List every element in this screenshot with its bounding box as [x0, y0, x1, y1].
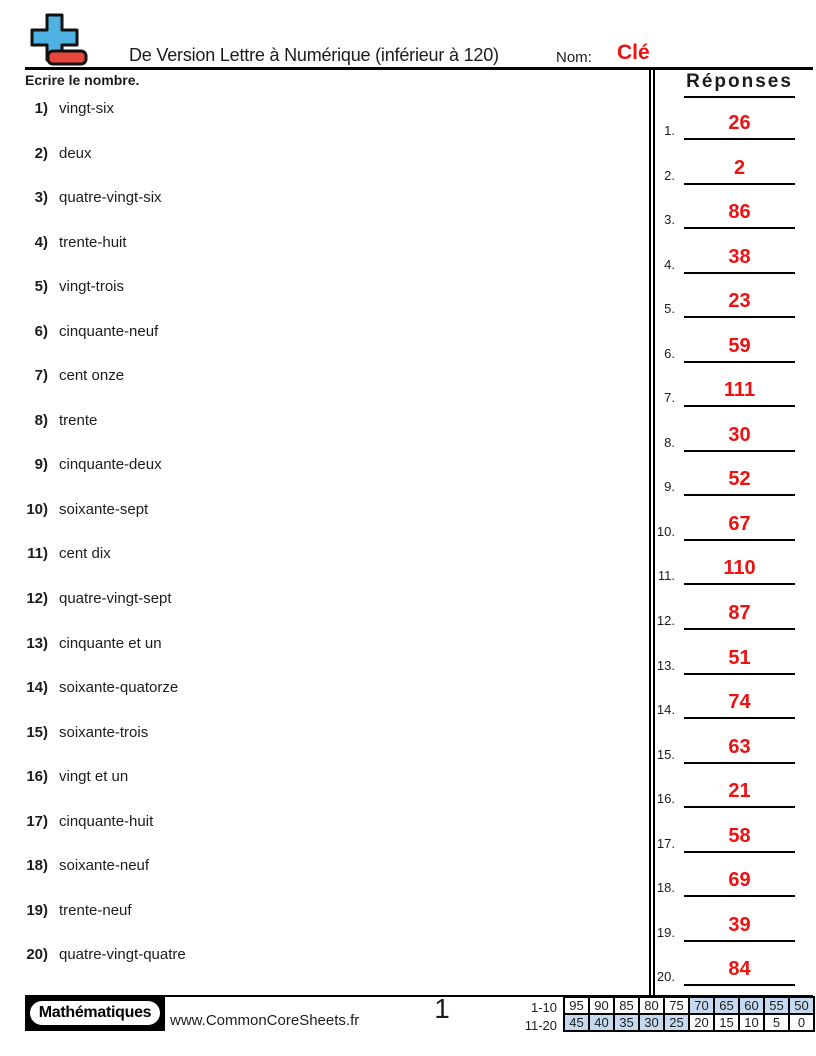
question-text: deux — [59, 144, 92, 162]
answer-number: 8. — [664, 434, 675, 450]
answer-item — [654, 185, 799, 230]
question-text: soixante-neuf — [59, 857, 150, 875]
question-number: 13) — [26, 634, 48, 652]
scoring-table-row — [564, 1014, 814, 1031]
question-item — [25, 545, 585, 590]
answer-number: 5. — [664, 301, 675, 317]
question-item — [25, 902, 585, 947]
score-cell: 10 — [739, 1014, 764, 1031]
question-number: 3) — [34, 189, 48, 207]
question-text: cinquante-huit — [59, 812, 154, 830]
question-item — [25, 412, 585, 457]
question-item — [25, 635, 585, 680]
score-range-label-1: 1-10 — [530, 1000, 557, 1015]
question-number: 14) — [26, 679, 48, 697]
score-cell: 50 — [789, 997, 814, 1014]
answer-item — [654, 496, 799, 541]
answer-value: 59 — [728, 334, 751, 357]
answer-item — [654, 585, 799, 630]
question-text: trente — [59, 411, 98, 429]
question-text: quatre-vingt-six — [59, 189, 162, 207]
question-number: 2) — [34, 144, 48, 162]
question-item — [25, 813, 585, 858]
answer-number: 11. — [657, 568, 675, 584]
answer-item — [654, 764, 799, 809]
answer-number: 17. — [656, 835, 675, 851]
question-text: soixante-trois — [59, 723, 149, 741]
score-cell: 25 — [664, 1014, 689, 1031]
answer-number: 16. — [656, 791, 675, 807]
answer-item — [654, 719, 799, 764]
page-number: 1 — [434, 993, 450, 1024]
answer-number: 13. — [656, 657, 675, 673]
answer-number: 1. — [664, 122, 675, 138]
question-number: 8) — [34, 411, 48, 429]
answer-value: 30 — [728, 423, 751, 446]
score-cell: 70 — [689, 997, 714, 1014]
answer-item — [654, 363, 799, 408]
website-url: www.CommonCoreSheets.fr — [170, 1012, 360, 1029]
question-item — [25, 367, 585, 412]
answer-item — [654, 318, 799, 363]
question-number: 15) — [26, 723, 48, 741]
score-cell: 20 — [689, 1014, 714, 1031]
score-cell: 95 — [564, 997, 589, 1014]
question-item — [25, 679, 585, 724]
answer-item — [654, 407, 799, 452]
answer-value: 39 — [728, 913, 751, 936]
question-number: 1) — [34, 100, 48, 117]
answer-value: 63 — [728, 735, 751, 758]
question-number: 10) — [26, 500, 48, 518]
answer-key-name: Clé — [617, 41, 650, 64]
question-number: 16) — [26, 768, 48, 786]
answer-number: 15. — [656, 746, 675, 762]
question-text: vingt et un — [59, 768, 129, 786]
subject-badge — [25, 995, 165, 1031]
question-text: cent dix — [59, 545, 111, 563]
answer-item — [654, 274, 799, 319]
answer-number: 7. — [664, 390, 675, 406]
score-cell: 45 — [564, 1014, 589, 1031]
question-text: soixante-sept — [59, 500, 149, 518]
answer-number: 19. — [656, 924, 675, 940]
score-cell: 75 — [664, 997, 689, 1014]
question-number: 7) — [34, 367, 48, 385]
question-text: quatre-vingt-sept — [59, 590, 172, 608]
score-cell: 60 — [739, 997, 764, 1014]
question-number: 6) — [34, 322, 48, 340]
question-text: cinquante-deux — [59, 456, 162, 474]
answers-heading: Réponses — [684, 71, 795, 98]
answer-item — [654, 675, 799, 720]
answer-value: 67 — [728, 512, 751, 535]
answer-blank-line — [684, 984, 795, 986]
question-list — [25, 100, 585, 991]
answer-item — [654, 541, 799, 586]
question-text: cent onze — [59, 367, 125, 385]
answer-number: 9. — [664, 479, 675, 495]
answer-number: 10. — [656, 523, 675, 539]
answer-list — [654, 95, 799, 986]
score-cell: 0 — [789, 1014, 814, 1031]
answer-value: 52 — [728, 468, 751, 491]
score-cell: 5 — [764, 1014, 789, 1031]
subject-badge-label: Mathématiques — [30, 1001, 161, 1025]
header-divider — [25, 67, 813, 70]
question-item — [25, 590, 585, 635]
score-cell: 55 — [764, 997, 789, 1014]
answer-value: 51 — [728, 646, 751, 669]
answer-number: 14. — [656, 702, 675, 718]
score-cell: 15 — [714, 1014, 739, 1031]
answer-item — [654, 95, 799, 140]
question-text: vingt-trois — [59, 278, 125, 296]
answer-number: 3. — [664, 212, 675, 228]
question-text: trente-neuf — [59, 901, 132, 919]
question-number: 17) — [26, 812, 48, 830]
question-text: quatre-vingt-quatre — [59, 946, 186, 964]
scoring-table — [563, 996, 815, 1032]
answer-value: 38 — [728, 245, 751, 268]
answer-item — [654, 897, 799, 942]
question-item — [25, 857, 585, 902]
answer-number: 12. — [656, 613, 675, 628]
answer-value: 87 — [728, 602, 751, 624]
answer-item — [654, 630, 799, 675]
answer-value: 86 — [728, 201, 751, 224]
answer-number: 6. — [664, 345, 675, 361]
question-item — [25, 100, 585, 145]
instruction-text: Ecrire le nombre. — [25, 72, 140, 88]
question-text: trente-huit — [59, 233, 127, 251]
question-item — [25, 278, 585, 323]
score-cell: 85 — [614, 997, 639, 1014]
name-label: Nom: — [556, 49, 592, 66]
answer-value: 111 — [723, 379, 756, 402]
answer-number: 18. — [656, 880, 675, 896]
question-number: 5) — [34, 278, 48, 296]
score-cell: 40 — [589, 1014, 614, 1031]
worksheet-title: De Version Lettre à Numérique (inférieur à 120) — [129, 45, 499, 65]
question-item — [25, 946, 585, 991]
score-cell: 80 — [639, 997, 664, 1014]
answer-item — [654, 140, 799, 185]
answer-item — [654, 853, 799, 898]
answer-value: 84 — [728, 958, 751, 981]
question-number: 9) — [34, 456, 48, 474]
answer-value: 69 — [728, 869, 751, 892]
answer-item — [654, 942, 799, 987]
score-cell: 65 — [714, 997, 739, 1014]
question-item — [25, 189, 585, 234]
answer-value: 26 — [728, 111, 751, 134]
answer-item — [654, 229, 799, 274]
question-text: cinquante et un — [59, 634, 162, 652]
answer-value: 110 — [723, 557, 756, 580]
question-item — [25, 145, 585, 190]
score-cell: 35 — [614, 1014, 639, 1031]
answer-number: 4. — [664, 256, 675, 272]
question-number: 12) — [26, 590, 48, 608]
question-number: 19) — [26, 901, 48, 919]
question-item — [25, 501, 585, 546]
scoring-table-row — [564, 997, 814, 1014]
question-number: 4) — [34, 233, 48, 251]
answer-number: 20. — [656, 969, 675, 985]
answer-value: 21 — [728, 780, 751, 803]
score-range-label-2: 11-20 — [524, 1018, 557, 1033]
answer-value: 2 — [733, 156, 746, 179]
question-number: 20) — [26, 946, 48, 964]
score-cell: 30 — [639, 1014, 664, 1031]
answer-value: 58 — [728, 824, 751, 847]
question-item — [25, 768, 585, 813]
question-item — [25, 456, 585, 501]
answer-item — [654, 452, 799, 497]
answer-item — [654, 808, 799, 853]
answer-value: 23 — [728, 290, 751, 313]
question-number: 11) — [27, 545, 48, 563]
question-item — [25, 234, 585, 279]
question-number: 18) — [26, 857, 48, 875]
answer-number: 2. — [664, 167, 675, 183]
question-text: soixante-quatorze — [59, 679, 179, 697]
question-text: vingt-six — [59, 100, 115, 117]
commoncoresheets-plus-icon — [28, 12, 90, 68]
question-item — [25, 323, 585, 368]
score-cell: 90 — [589, 997, 614, 1014]
answer-value: 74 — [728, 691, 751, 714]
question-text: cinquante-neuf — [59, 322, 159, 340]
question-item — [25, 724, 585, 769]
